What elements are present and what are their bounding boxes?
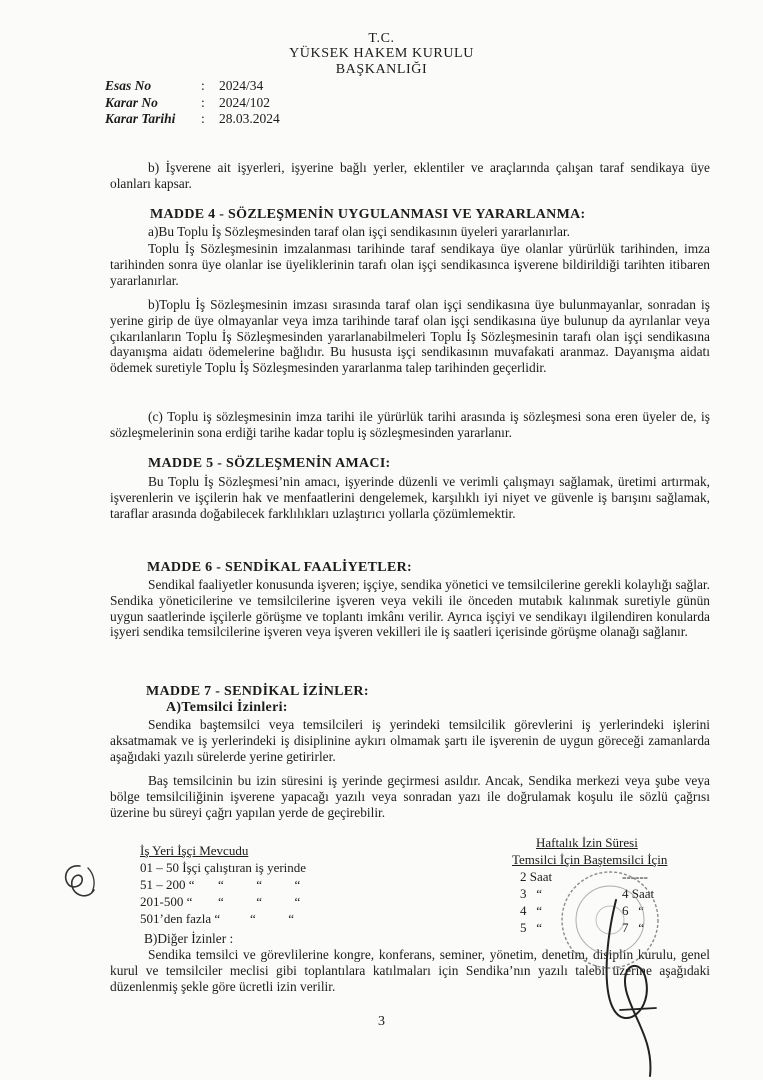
madde-4-para-c: (c) Toplu iş sözleşmesinin imza tarihi ile yürürlük tarihi arasında iş sözleşmesi sona eren üyeler de, iş sözleşmelerinin sona erdiği tarihe kadar toplu iş sözleşmesinden yararlanır. — [110, 409, 710, 440]
madde-4-title: MADDE 4 - SÖZLEŞMENİN UYGULANMASI VE YARARLANMA: — [150, 207, 586, 222]
header-line-1: T.C. — [368, 31, 395, 46]
table-range: 501’den fazla “ — [140, 911, 221, 926]
meta-label: Karar Tarihi — [105, 111, 176, 126]
meta-label: Esas No — [105, 78, 152, 93]
table-range: 01 – 50 İşçi çalıştıran iş yerinde — [140, 860, 307, 875]
table-range: 201-500 “ — [140, 894, 193, 909]
meta-value: 28.03.2024 — [219, 111, 280, 126]
table-row — [140, 910, 306, 927]
madde-5-title: MADDE 5 - SÖZLEŞMENİN AMACI: — [148, 456, 391, 471]
madde-7-para-1: Sendika baştemsilci veya temsilcileri iş yerindeki temsilcilik görevlerini iş yerlerindeki işlerini aksatmamak ve iş yerlerindeki iş disiplinine aykırı olmamak şartı ile işverenin de uygun göreceği zamanlarda aşağıdaki yazılı sürelerde yerine getirirler. — [110, 717, 710, 764]
meta-row — [105, 78, 280, 95]
hours-bastemsilci: 7 “ — [622, 920, 645, 935]
meta-row — [105, 111, 280, 128]
meta-row — [105, 95, 280, 112]
madde-4-para-b: b)Toplu İş Sözleşmesinin imzası sırasında taraf olan işçi sendikasına üye bulunmayanlar, sonradan iş yerine girip de üye olmayanlar veya imza tarihinde taraf olan işçi sendikasına üye bulunup da ayrılanlar veya çıkarılanların Toplu İş Sözleşmesinden yararlanabilmeleri Toplu İş Sözleşmesinin tarafı olan işçi sendikasına dayanışma aidatı ödemelerine bağlıdır. Bu hususta işçi sendikasının muvafakati aranmaz. Dayanışma aidatı ödemek suretiyle Toplu İş Sözleşmesinden yararlanma talep tarihinden geçerlidir. — [110, 297, 710, 376]
madde-7-subheading-b: B)Diğer İzinler : — [144, 931, 234, 946]
meta-value: 2024/34 — [219, 78, 264, 93]
meta-value: 2024/102 — [219, 94, 271, 110]
header-line-3: BAŞKANLIĞI — [335, 62, 428, 77]
table-ditto: “ “ “ — [218, 877, 301, 892]
madde-7-title: MADDE 7 - SENDİKAL İZİNLER: — [146, 684, 369, 699]
hours-temsilci: 4 “ — [520, 903, 543, 918]
case-meta — [105, 78, 280, 128]
table-range: 51 – 200 “ — [140, 877, 195, 892]
header-line-2: YÜKSEK HAKEM KURULU — [289, 46, 474, 61]
hours-bastemsilci: 6 “ — [622, 903, 645, 918]
hours-temsilci: 2 Saat — [520, 869, 553, 884]
madde-7-para-2: Baş temsilcinin bu izin süresini iş yerinde geçirmesi asıldır. Ancak, Sendika merkezi veya şube veya bölge temsilciliğinin işverene yapacağı yazılı veya sonradan yazı ile doğrulamak koşulu ile sözlü çağrısı üzerine bu süreyi çağrı yapılan yerde de geçirebilir. — [110, 773, 710, 820]
page-number: 3 — [378, 1014, 385, 1029]
table-left-header: İş Yeri İşçi Mevcudu — [140, 843, 249, 858]
madde-6-title: MADDE 6 - SENDİKAL FAALİYETLER: — [147, 560, 412, 575]
meta-label: Karar No — [105, 94, 158, 110]
meta-colon: : — [201, 78, 205, 93]
table-ditto: “ “ “ — [218, 894, 301, 909]
table-right-header-2: Temsilci İçin Baştemsilci İçin — [512, 852, 668, 867]
madde-5-para: Bu Toplu İş Sözleşmesi’nin amacı, işyerinde düzenli ve verimli çalışmayı sağlamak, üretimi artırmak, işverenlerin ve işçilerin hak ve menfaatlerini dengelemek, karşılıklı iyi niyet ve güvenle iş barışını sağlamak, taraflar arasında doğabilecek farklılıkları uzlaştırıcı yollarla çözümlemektir. — [110, 474, 710, 521]
table-row — [140, 893, 306, 910]
madde-7-subheading-a: A)Temsilci İzinleri: — [166, 700, 288, 715]
madde-4-para-2: Toplu İş Sözleşmesinin imzalanması tarihinde taraf sendikaya üye olanlar yürürlük tarihinden, imza tarihinden sonra üye olanlar ise üyeliklerinin tarafı olan işçi sendikasınca işverene bildirildiği tarihten itibaren yararlanırlar. — [110, 241, 710, 288]
madde-6-para: Sendikal faaliyetler konusunda işveren; işçiye, sendika yönetici ve temsilcilerine gerekli kolaylığı sağlar. Sendika yöneticilerine ve temsilcilerine işveren veya vekili ile önceden mutabık kalınmak suretiyle günün uygun saatlerinde işçilerle görüşme ve toplantı imkânı verilir. Ayrıca işçiyi ve sendikayı ilgilendiren konularda işyeri sendika temsilcilerine işveren veya işveren vekilleri ile iş saatleri içerisinde görüşme olanağı sağlanır. — [110, 577, 710, 640]
handwritten-mark-icon — [58, 860, 102, 906]
table-right-header-1: Haftalık İzin Süresi — [536, 835, 638, 850]
table-row — [140, 859, 306, 876]
signature-icon — [596, 840, 676, 1080]
table-ditto: “ “ — [250, 911, 295, 926]
hours-temsilci: 5 “ — [520, 920, 543, 935]
intro-paragraph: b) İşverene ait işyerleri, işyerine bağlı yerler, eklentiler ve araçlarında çalışan taraf sendikaya üye olanları kapsar. — [110, 160, 710, 191]
permit-table-left — [140, 842, 306, 927]
madde-4-para-a: a)Bu Toplu İş Sözleşmesinden taraf olan işçi sendikasının üyeleri yararlanırlar. — [148, 224, 570, 239]
hours-bastemsilci: ------ — [622, 869, 648, 884]
madde-7-para-3: Sendika temsilci ve görevlilerine kongre, konferans, seminer, yönetim, denetim, disiplin kurulu, genel kurul ve temsilciler meclisi gibi toplantılara katılmaları için Sendika’nın yazılı talebi üzerine aşağıdaki düzenlenmiş şekle göre ücretli izin verilir. — [110, 947, 710, 994]
table-row — [140, 876, 306, 893]
hours-temsilci: 3 “ — [520, 886, 543, 901]
hours-bastemsilci: 4 Saat — [622, 886, 655, 901]
meta-colon: : — [201, 94, 205, 110]
meta-colon: : — [201, 111, 205, 126]
